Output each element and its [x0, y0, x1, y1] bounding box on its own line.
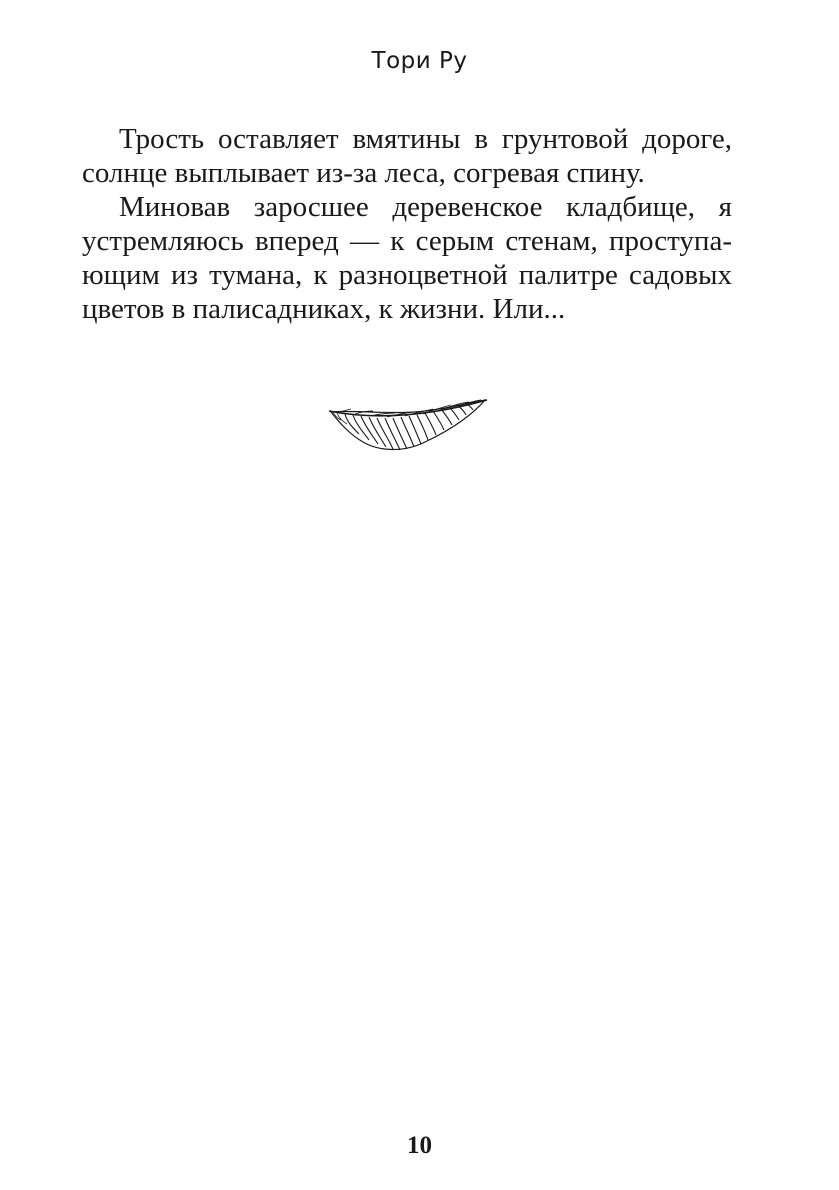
- paragraph-2: [82, 190, 732, 326]
- text-line: цветов в палисадниках, к жизни. Или...: [82, 293, 566, 325]
- text-line: устремляюсь вперед — к серым стенам, проступа-: [82, 225, 732, 257]
- text-line: ющим из тумана, к разноцветной палитре садовых: [82, 259, 732, 291]
- text-line: солнце выплывает из-за леса, согревая спину.: [82, 157, 645, 189]
- feather-icon: [325, 398, 491, 456]
- body-text: [82, 122, 732, 326]
- paragraph-1: [82, 122, 732, 190]
- page-number: 10: [407, 1132, 432, 1159]
- running-title: Тори Ру: [371, 48, 468, 74]
- text-line: Миновав заросшее деревенское кладбище, я: [119, 191, 732, 223]
- text-line: Трость оставляет вмятины в грунтовой дороге,: [119, 123, 732, 155]
